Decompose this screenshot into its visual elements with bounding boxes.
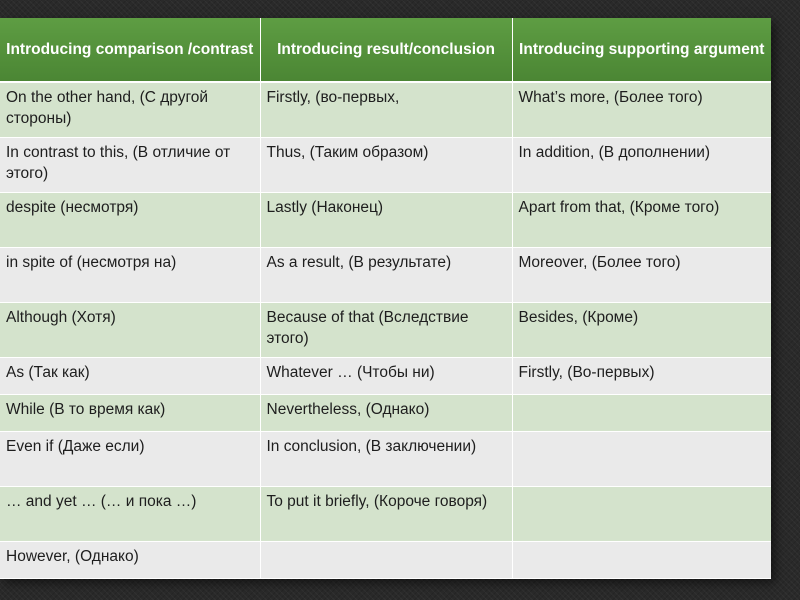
table-cell <box>512 394 771 431</box>
table-cell: To put it briefly, (Короче говоря) <box>260 486 512 541</box>
table-row <box>0 431 771 486</box>
table-header-row <box>0 18 771 82</box>
table-cell: As a result, (В результате) <box>260 247 512 302</box>
table-cell: Whatever … (Чтобы ни) <box>260 357 512 394</box>
table-row <box>0 357 771 394</box>
table-cell: Lastly (Наконец) <box>260 192 512 247</box>
table-cell: Although (Хотя) <box>0 302 260 357</box>
table-cell: despite (несмотря) <box>0 192 260 247</box>
table-cell: Moreover, (Более того) <box>512 247 771 302</box>
table-cell: Besides, (Кроме) <box>512 302 771 357</box>
header-comparison-contrast: Introducing comparison /contrast <box>0 18 260 82</box>
header-supporting-argument: Introducing supporting argument <box>512 18 771 82</box>
table-cell: Thus, (Таким образом) <box>260 137 512 192</box>
table-cell: Firstly, (во-первых, <box>260 82 512 137</box>
table-cell: Apart from that, (Кроме того) <box>512 192 771 247</box>
table-cell: On the other hand, (С другой стороны) <box>0 82 260 137</box>
table-row <box>0 82 771 137</box>
table-row <box>0 541 771 578</box>
table-cell: In contrast to this, (В отличие от этого) <box>0 137 260 192</box>
table-cell <box>260 541 512 578</box>
table-row <box>0 192 771 247</box>
table-cell: However, (Однако) <box>0 541 260 578</box>
table-row <box>0 137 771 192</box>
table-cell: As (Так как) <box>0 357 260 394</box>
table-cell <box>512 541 771 578</box>
table-cell <box>512 486 771 541</box>
table-row <box>0 247 771 302</box>
table-cell: Nevertheless, (Однако) <box>260 394 512 431</box>
table-cell: … and yet … (… и пока …) <box>0 486 260 541</box>
header-result-conclusion: Introducing result/conclusion <box>260 18 512 82</box>
table-row <box>0 302 771 357</box>
table-cell <box>512 431 771 486</box>
table-row <box>0 486 771 541</box>
table-row <box>0 394 771 431</box>
table-cell: in spite of (несмотря на) <box>0 247 260 302</box>
table-cell: What’s more, (Более того) <box>512 82 771 137</box>
table-cell: Firstly, (Во-первых) <box>512 357 771 394</box>
linking-phrases-table <box>0 18 771 579</box>
table-cell: Because of that (Вследствие этого) <box>260 302 512 357</box>
table-cell: In addition, (В дополнении) <box>512 137 771 192</box>
table-cell: In conclusion, (В заключении) <box>260 431 512 486</box>
table-cell: While (В то время как) <box>0 394 260 431</box>
table-cell: Even if (Даже если) <box>0 431 260 486</box>
